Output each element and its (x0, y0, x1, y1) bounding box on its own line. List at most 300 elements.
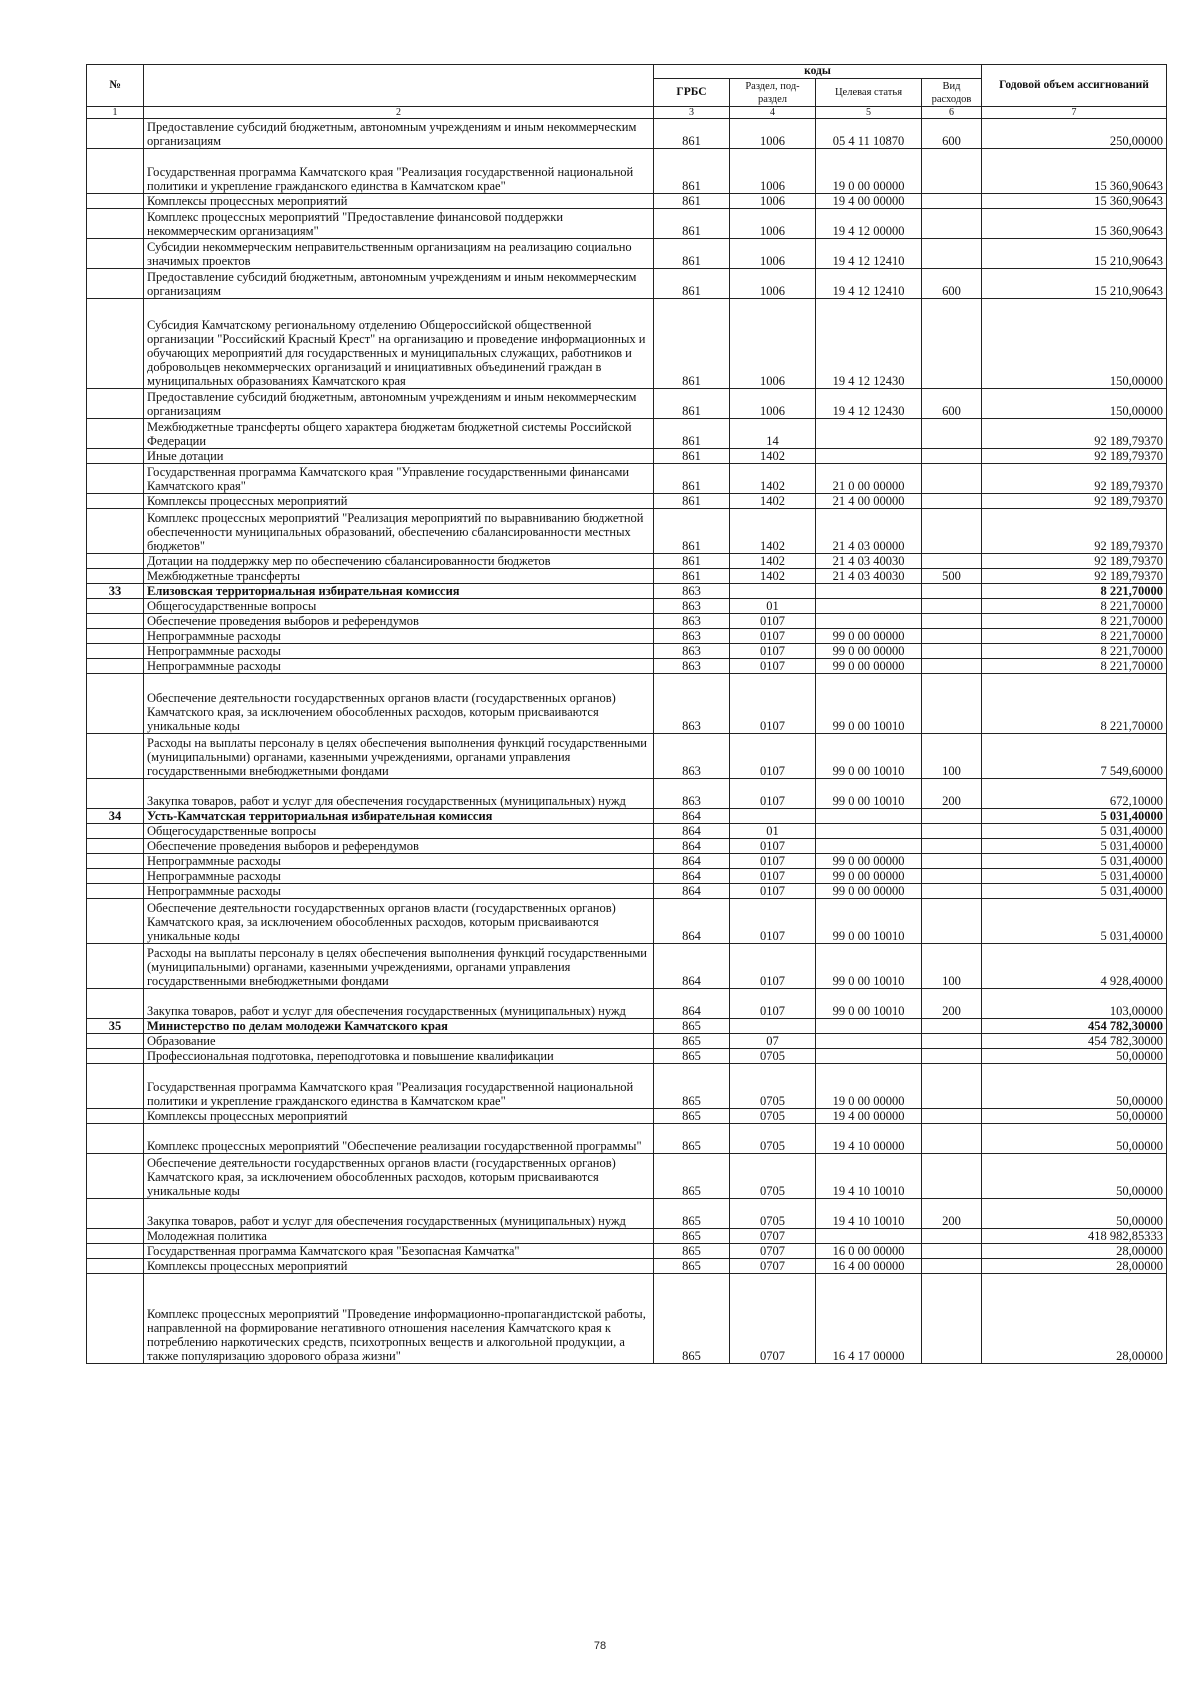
row-expense-type (922, 809, 982, 824)
row-number (87, 1274, 144, 1364)
row-amount: 454 782,30000 (982, 1019, 1167, 1034)
row-grbs: 861 (654, 149, 730, 194)
row-amount: 92 189,79370 (982, 494, 1167, 509)
row-expense-type (922, 674, 982, 734)
row-grbs: 861 (654, 239, 730, 269)
row-name: Обеспечение деятельности государственных органов власти (государственных органов) Камчатского края, за исключением обособленных расходов, которым присваиваются уникальные коды (144, 899, 654, 944)
row-grbs: 864 (654, 809, 730, 824)
row-target-article: 99 0 00 10010 (816, 989, 922, 1019)
row-grbs: 864 (654, 944, 730, 989)
row-target-article: 99 0 00 00000 (816, 629, 922, 644)
row-target-article: 21 4 03 00000 (816, 509, 922, 554)
row-grbs: 861 (654, 209, 730, 239)
row-number (87, 839, 144, 854)
row-number (87, 614, 144, 629)
row-number (87, 854, 144, 869)
row-grbs: 864 (654, 989, 730, 1019)
row-target-article: 21 4 03 40030 (816, 554, 922, 569)
row-target-article: 19 4 10 00000 (816, 1124, 922, 1154)
table-row (87, 884, 1167, 899)
row-grbs: 865 (654, 1154, 730, 1199)
row-razdel: 0107 (730, 989, 816, 1019)
row-amount: 5 031,40000 (982, 839, 1167, 854)
budget-document (86, 64, 1166, 1364)
table-row (87, 1229, 1167, 1244)
column-numbers-row (87, 107, 1167, 119)
row-expense-type (922, 1259, 982, 1274)
header-name (144, 65, 654, 107)
header-sum: Годовой объем ассигнований (982, 65, 1167, 107)
row-target-article: 99 0 00 00000 (816, 644, 922, 659)
row-razdel (730, 809, 816, 824)
row-amount: 15 210,90643 (982, 239, 1167, 269)
row-number (87, 119, 144, 149)
row-target-article: 19 0 00 00000 (816, 1064, 922, 1109)
row-grbs: 861 (654, 509, 730, 554)
row-amount: 92 189,79370 (982, 569, 1167, 584)
row-number (87, 674, 144, 734)
row-number (87, 1244, 144, 1259)
row-number: 35 (87, 1019, 144, 1034)
row-expense-type (922, 644, 982, 659)
row-grbs: 865 (654, 1124, 730, 1154)
row-razdel: 0107 (730, 734, 816, 779)
row-amount: 8 221,70000 (982, 584, 1167, 599)
table-row (87, 779, 1167, 809)
table-row (87, 419, 1167, 449)
row-grbs: 865 (654, 1049, 730, 1064)
row-number (87, 1154, 144, 1199)
row-grbs: 861 (654, 494, 730, 509)
table-row (87, 854, 1167, 869)
row-grbs: 864 (654, 899, 730, 944)
column-number: 3 (654, 107, 730, 119)
row-grbs: 861 (654, 119, 730, 149)
row-expense-type: 100 (922, 944, 982, 989)
row-grbs: 861 (654, 449, 730, 464)
table-row (87, 449, 1167, 464)
row-target-article: 05 4 11 10870 (816, 119, 922, 149)
table-row (87, 1034, 1167, 1049)
row-grbs: 863 (654, 629, 730, 644)
row-number (87, 1049, 144, 1064)
row-number (87, 1199, 144, 1229)
row-name: Межбюджетные трансферты (144, 569, 654, 584)
row-grbs: 865 (654, 1274, 730, 1364)
row-name: Государственная программа Камчатского края "Управление государственными финансами Камчатского края" (144, 464, 654, 494)
row-grbs: 865 (654, 1199, 730, 1229)
row-number (87, 209, 144, 239)
table-row (87, 1019, 1167, 1034)
row-target-article: 21 0 00 00000 (816, 464, 922, 494)
row-expense-type (922, 449, 982, 464)
row-grbs: 864 (654, 839, 730, 854)
row-amount: 15 360,90643 (982, 194, 1167, 209)
row-razdel: 0107 (730, 644, 816, 659)
row-amount: 50,00000 (982, 1049, 1167, 1064)
row-number: 34 (87, 809, 144, 824)
row-expense-type: 600 (922, 119, 982, 149)
row-name: Общегосударственные вопросы (144, 824, 654, 839)
row-number (87, 239, 144, 269)
row-number: 33 (87, 584, 144, 599)
table-row (87, 824, 1167, 839)
row-target-article (816, 839, 922, 854)
row-expense-type (922, 584, 982, 599)
table-row (87, 269, 1167, 299)
row-target-article (816, 599, 922, 614)
row-razdel: 0107 (730, 854, 816, 869)
row-razdel: 1006 (730, 389, 816, 419)
row-grbs: 863 (654, 599, 730, 614)
table-row (87, 944, 1167, 989)
row-amount: 4 928,40000 (982, 944, 1167, 989)
row-target-article (816, 584, 922, 599)
row-target-article (816, 1049, 922, 1064)
row-name: Комплексы процессных мероприятий (144, 494, 654, 509)
row-amount: 92 189,79370 (982, 464, 1167, 494)
row-name: Непрограммные расходы (144, 644, 654, 659)
row-name: Государственная программа Камчатского края "Реализация государственной национальной политики и укрепление гражданского единства в Камчатском крае" (144, 149, 654, 194)
row-target-article: 99 0 00 10010 (816, 779, 922, 809)
table-row (87, 674, 1167, 734)
row-number (87, 194, 144, 209)
row-expense-type (922, 1064, 982, 1109)
row-number (87, 824, 144, 839)
row-razdel: 0107 (730, 659, 816, 674)
row-amount: 50,00000 (982, 1124, 1167, 1154)
row-name: Министерство по делам молодежи Камчатского края (144, 1019, 654, 1034)
row-razdel: 0107 (730, 884, 816, 899)
row-name: Непрограммные расходы (144, 884, 654, 899)
table-row (87, 464, 1167, 494)
row-name: Обеспечение проведения выборов и референдумов (144, 839, 654, 854)
row-target-article: 19 4 00 00000 (816, 1109, 922, 1124)
table-row (87, 1064, 1167, 1109)
row-expense-type (922, 554, 982, 569)
row-razdel: 1006 (730, 149, 816, 194)
table-row (87, 899, 1167, 944)
row-grbs: 861 (654, 554, 730, 569)
table-row (87, 509, 1167, 554)
row-razdel (730, 1019, 816, 1034)
row-grbs: 861 (654, 419, 730, 449)
row-target-article (816, 1019, 922, 1034)
row-grbs: 864 (654, 884, 730, 899)
row-amount: 92 189,79370 (982, 419, 1167, 449)
row-number (87, 269, 144, 299)
row-razdel: 0707 (730, 1259, 816, 1274)
row-name: Общегосударственные вопросы (144, 599, 654, 614)
table-row (87, 194, 1167, 209)
row-number (87, 419, 144, 449)
row-name: Комплекс процессных мероприятий "Реализация мероприятий по выравниванию бюджетной обеспеченности муниципальных образований, обеспечению сбалансированности местных бюджетов" (144, 509, 654, 554)
row-name: Закупка товаров, работ и услуг для обеспечения государственных (муниципальных) нужд (144, 1199, 654, 1229)
row-number (87, 944, 144, 989)
row-target-article: 21 4 03 40030 (816, 569, 922, 584)
row-amount: 5 031,40000 (982, 884, 1167, 899)
row-expense-type (922, 1244, 982, 1259)
row-amount: 15 360,90643 (982, 209, 1167, 239)
row-amount: 92 189,79370 (982, 509, 1167, 554)
row-razdel: 0107 (730, 839, 816, 854)
row-name: Непрограммные расходы (144, 869, 654, 884)
row-razdel: 0705 (730, 1109, 816, 1124)
row-number (87, 629, 144, 644)
table-row (87, 989, 1167, 1019)
row-name: Комплекс процессных мероприятий "Проведение информационно-пропагандистской работы, направленной на формирование негативного отношения населения Камчатского края к потреблению наркотических средств, психотропных веществ и алкогольной продукции, а также популяризацию здорового образа жизни" (144, 1274, 654, 1364)
row-grbs: 863 (654, 614, 730, 629)
row-expense-type: 100 (922, 734, 982, 779)
row-target-article: 19 0 00 00000 (816, 149, 922, 194)
row-amount: 8 221,70000 (982, 614, 1167, 629)
row-target-article (816, 449, 922, 464)
row-number (87, 554, 144, 569)
row-razdel: 0705 (730, 1199, 816, 1229)
row-amount: 7 549,60000 (982, 734, 1167, 779)
row-number (87, 779, 144, 809)
row-razdel: 01 (730, 824, 816, 839)
row-expense-type (922, 1274, 982, 1364)
row-target-article: 99 0 00 00000 (816, 884, 922, 899)
row-name: Комплекс процессных мероприятий "Обеспечение реализации государственной программы" (144, 1124, 654, 1154)
row-expense-type (922, 659, 982, 674)
header-vr: Вид расходов (922, 79, 982, 107)
row-grbs: 864 (654, 854, 730, 869)
row-name: Комплексы процессных мероприятий (144, 1259, 654, 1274)
table-row (87, 389, 1167, 419)
row-number (87, 494, 144, 509)
row-target-article: 16 4 00 00000 (816, 1259, 922, 1274)
row-expense-type (922, 1019, 982, 1034)
row-grbs: 865 (654, 1109, 730, 1124)
row-amount: 5 031,40000 (982, 899, 1167, 944)
row-amount: 8 221,70000 (982, 629, 1167, 644)
row-razdel: 0107 (730, 944, 816, 989)
row-target-article: 19 4 00 00000 (816, 194, 922, 209)
row-razdel: 0107 (730, 779, 816, 809)
table-row (87, 584, 1167, 599)
row-expense-type (922, 824, 982, 839)
row-razdel: 0705 (730, 1154, 816, 1199)
row-expense-type (922, 494, 982, 509)
row-name: Государственная программа Камчатского края "Реализация государственной национальной политики и укрепление гражданского единства в Камчатском крае" (144, 1064, 654, 1109)
row-razdel: 1402 (730, 449, 816, 464)
row-expense-type (922, 464, 982, 494)
column-number: 1 (87, 107, 144, 119)
row-name: Непрограммные расходы (144, 629, 654, 644)
row-razdel: 1006 (730, 119, 816, 149)
row-target-article: 99 0 00 00000 (816, 869, 922, 884)
row-target-article: 21 4 00 00000 (816, 494, 922, 509)
row-amount: 28,00000 (982, 1274, 1167, 1364)
column-number: 5 (816, 107, 922, 119)
row-target-article: 19 4 10 10010 (816, 1199, 922, 1229)
row-expense-type: 600 (922, 389, 982, 419)
row-number (87, 1034, 144, 1049)
row-target-article (816, 1229, 922, 1244)
row-target-article: 99 0 00 10010 (816, 734, 922, 779)
row-amount: 15 360,90643 (982, 149, 1167, 194)
row-name: Предоставление субсидий бюджетным, автономным учреждениям и иным некоммерческим организациям (144, 119, 654, 149)
row-expense-type: 600 (922, 269, 982, 299)
row-grbs: 861 (654, 464, 730, 494)
row-target-article: 19 4 12 12430 (816, 299, 922, 389)
row-target-article (816, 809, 922, 824)
row-amount: 5 031,40000 (982, 809, 1167, 824)
row-target-article (816, 419, 922, 449)
row-amount: 103,00000 (982, 989, 1167, 1019)
row-expense-type (922, 209, 982, 239)
row-razdel: 1402 (730, 464, 816, 494)
row-expense-type (922, 599, 982, 614)
row-razdel: 1006 (730, 239, 816, 269)
row-target-article (816, 614, 922, 629)
row-amount: 50,00000 (982, 1154, 1167, 1199)
header-grbs: ГРБС (654, 79, 730, 107)
row-name: Молодежная политика (144, 1229, 654, 1244)
row-expense-type (922, 509, 982, 554)
row-name: Образование (144, 1034, 654, 1049)
row-razdel: 0705 (730, 1049, 816, 1064)
budget-table (86, 64, 1167, 1364)
row-number (87, 299, 144, 389)
row-expense-type (922, 1124, 982, 1154)
table-row (87, 809, 1167, 824)
row-expense-type (922, 149, 982, 194)
table-row (87, 209, 1167, 239)
row-grbs: 864 (654, 824, 730, 839)
table-body (87, 119, 1167, 1364)
row-name: Обеспечение деятельности государственных органов власти (государственных органов) Камчатского края, за исключением обособленных расходов, которым присваиваются уникальные коды (144, 1154, 654, 1199)
row-razdel: 14 (730, 419, 816, 449)
row-razdel: 1006 (730, 209, 816, 239)
row-name: Закупка товаров, работ и услуг для обеспечения государственных (муниципальных) нужд (144, 989, 654, 1019)
row-name: Усть-Камчатская территориальная избирательная комиссия (144, 809, 654, 824)
row-grbs: 865 (654, 1229, 730, 1244)
row-razdel: 1402 (730, 554, 816, 569)
row-razdel: 0707 (730, 1229, 816, 1244)
row-expense-type (922, 419, 982, 449)
row-name: Комплекс процессных мероприятий "Предоставление финансовой поддержки некоммерческим организациям" (144, 209, 654, 239)
row-number (87, 1229, 144, 1244)
row-name: Дотации на поддержку мер по обеспечению сбалансированности бюджетов (144, 554, 654, 569)
row-name: Расходы на выплаты персоналу в целях обеспечения выполнения функций государственными (муниципальными) органами, казенными учреждениями, органами управления государственными внебюджетными фондами (144, 944, 654, 989)
row-grbs: 863 (654, 644, 730, 659)
row-expense-type (922, 1049, 982, 1064)
row-expense-type (922, 1109, 982, 1124)
row-razdel: 0107 (730, 869, 816, 884)
row-number (87, 1109, 144, 1124)
row-grbs: 865 (654, 1034, 730, 1049)
row-expense-type (922, 854, 982, 869)
row-number (87, 899, 144, 944)
row-name: Комплексы процессных мероприятий (144, 1109, 654, 1124)
row-number (87, 1124, 144, 1154)
row-razdel: 0707 (730, 1274, 816, 1364)
row-grbs: 865 (654, 1064, 730, 1109)
row-number (87, 1064, 144, 1109)
row-amount: 150,00000 (982, 389, 1167, 419)
row-expense-type: 200 (922, 989, 982, 1019)
row-amount: 150,00000 (982, 299, 1167, 389)
row-razdel: 0107 (730, 629, 816, 644)
row-name: Непрограммные расходы (144, 854, 654, 869)
row-expense-type (922, 1229, 982, 1244)
table-row (87, 494, 1167, 509)
table-row (87, 569, 1167, 584)
row-grbs: 861 (654, 269, 730, 299)
row-amount: 8 221,70000 (982, 644, 1167, 659)
table-row (87, 614, 1167, 629)
row-target-article: 99 0 00 00000 (816, 854, 922, 869)
column-number: 6 (922, 107, 982, 119)
row-amount: 92 189,79370 (982, 449, 1167, 464)
row-razdel: 0705 (730, 1124, 816, 1154)
table-row (87, 1124, 1167, 1154)
row-grbs: 864 (654, 869, 730, 884)
row-number (87, 734, 144, 779)
row-target-article: 99 0 00 00000 (816, 659, 922, 674)
row-grbs: 861 (654, 569, 730, 584)
table-row (87, 644, 1167, 659)
row-target-article: 16 4 17 00000 (816, 1274, 922, 1364)
row-amount: 8 221,70000 (982, 659, 1167, 674)
row-razdel: 0107 (730, 899, 816, 944)
row-expense-type (922, 194, 982, 209)
column-number: 4 (730, 107, 816, 119)
row-expense-type: 500 (922, 569, 982, 584)
row-expense-type (922, 884, 982, 899)
row-number (87, 884, 144, 899)
row-razdel: 01 (730, 599, 816, 614)
row-number (87, 659, 144, 674)
row-target-article: 19 4 12 12410 (816, 239, 922, 269)
row-target-article: 16 0 00 00000 (816, 1244, 922, 1259)
header-cs: Целевая статья (816, 79, 922, 107)
table-row (87, 1259, 1167, 1274)
row-amount: 418 982,85333 (982, 1229, 1167, 1244)
row-razdel: 07 (730, 1034, 816, 1049)
row-name: Обеспечение проведения выборов и референдумов (144, 614, 654, 629)
row-razdel: 1402 (730, 509, 816, 554)
row-name: Межбюджетные трансферты общего характера бюджетам бюджетной системы Российской Федерации (144, 419, 654, 449)
row-amount: 50,00000 (982, 1109, 1167, 1124)
table-row (87, 734, 1167, 779)
row-amount: 50,00000 (982, 1064, 1167, 1109)
row-razdel: 0707 (730, 1244, 816, 1259)
table-row (87, 599, 1167, 614)
row-razdel (730, 584, 816, 599)
row-expense-type (922, 1034, 982, 1049)
row-target-article: 99 0 00 10010 (816, 674, 922, 734)
table-row (87, 869, 1167, 884)
table-row (87, 1244, 1167, 1259)
row-amount: 8 221,70000 (982, 599, 1167, 614)
row-number (87, 1259, 144, 1274)
row-grbs: 861 (654, 389, 730, 419)
column-number: 7 (982, 107, 1167, 119)
row-number (87, 509, 144, 554)
row-amount: 5 031,40000 (982, 824, 1167, 839)
table-row (87, 119, 1167, 149)
table-row (87, 1274, 1167, 1364)
row-target-article: 19 4 12 12410 (816, 269, 922, 299)
row-expense-type (922, 1154, 982, 1199)
row-grbs: 863 (654, 734, 730, 779)
table-row (87, 554, 1167, 569)
row-name: Закупка товаров, работ и услуг для обеспечения государственных (муниципальных) нужд (144, 779, 654, 809)
